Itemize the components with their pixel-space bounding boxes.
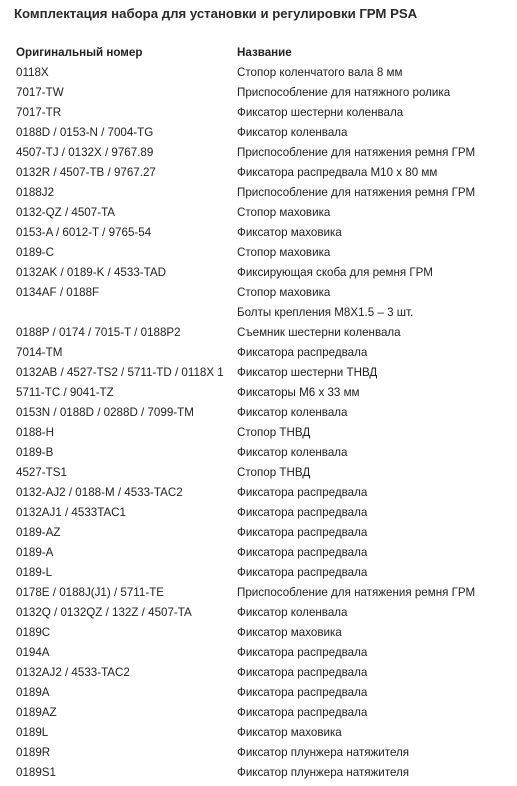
header-row <box>14 42 507 62</box>
part-name-cell: Фиксатор коленвала <box>237 125 348 139</box>
original-number-cell <box>14 302 237 322</box>
table-row <box>14 362 507 382</box>
part-name-cell: Фиксатор шестерни коленвала <box>237 105 404 119</box>
original-number-cell: 0178E / 0188J(J1) / 5711-TE <box>16 585 165 599</box>
table-row <box>14 762 507 782</box>
part-name-cell: Фиксатора распредвала <box>237 525 368 539</box>
part-name-cell: Фиксатор коленвала <box>237 405 348 419</box>
part-name-cell: Стопор маховика <box>237 205 331 219</box>
original-number-cell: 0132AJ2 / 4533-TAC2 <box>16 665 130 679</box>
original-number-cell: 7014-TM <box>16 345 63 359</box>
original-number-cell: 0189-C <box>16 245 55 259</box>
part-name-cell: Фиксатор маховика <box>237 225 342 239</box>
table-row <box>14 282 507 302</box>
part-name-cell: Приспособление для натяжного ролика <box>237 85 451 99</box>
original-number-cell: 0188-H <box>16 425 55 439</box>
part-name-cell: Фиксатора распредвала <box>237 565 368 579</box>
table-row <box>14 482 507 502</box>
table-row <box>14 102 507 122</box>
part-name-cell: Приспособление для натяжения ремня ГРМ <box>237 585 476 599</box>
table-row <box>14 722 507 742</box>
original-number-cell: 7017-TR <box>16 105 62 119</box>
original-number-cell: 0189-B <box>16 445 54 459</box>
original-number-cell: 0188J2 <box>16 185 55 199</box>
part-name-cell: Фиксатор маховика <box>237 725 342 739</box>
original-number-cell: 0189-A <box>16 545 54 559</box>
header-original-number: Оригинальный номер <box>16 45 143 59</box>
original-number-cell: 0188P / 0174 / 7015-T / 0188P2 <box>16 325 181 339</box>
table-row <box>14 542 507 562</box>
table-row <box>14 142 507 162</box>
part-name-cell: Фиксатора распредвала <box>237 665 368 679</box>
table-row <box>14 402 507 422</box>
original-number-cell: 0189C <box>16 625 51 639</box>
original-number-cell: 0188D / 0153-N / 7004-TG <box>16 125 154 139</box>
table-row <box>14 582 507 602</box>
original-number-cell: 0194A <box>16 645 50 659</box>
original-number-cell: 5711-TC / 9041-TZ <box>16 385 114 399</box>
table-row <box>14 202 507 222</box>
original-number-cell: 0189AZ <box>16 705 57 719</box>
table-row <box>14 622 507 642</box>
part-name-cell: Фиксатора распредвала <box>237 645 368 659</box>
part-name-cell: Фиксатор плунжера натяжителя <box>237 745 410 759</box>
table-row <box>14 122 507 142</box>
part-name-cell: Стопор коленчатого вала 8 мм <box>237 65 403 79</box>
part-name-cell: Стопор маховика <box>237 285 331 299</box>
table-row <box>14 242 507 262</box>
table-row <box>14 62 507 82</box>
table-row <box>14 342 507 362</box>
part-name-cell: Стопор ТНВД <box>237 425 311 439</box>
part-name-cell: Фиксатора распредвала <box>237 545 368 559</box>
table-row <box>14 302 507 322</box>
table-row <box>14 322 507 342</box>
original-number-cell: 0189L <box>16 725 49 739</box>
table-row <box>14 222 507 242</box>
part-name-cell: Фиксатора распредвала М10 х 80 мм <box>237 165 438 179</box>
part-name-cell: Съемник шестерни коленвала <box>237 325 401 339</box>
original-number-cell: 0189S1 <box>16 765 56 779</box>
table-row <box>14 82 507 102</box>
original-number-cell: 0189A <box>16 685 50 699</box>
original-number-cell: 0153-A / 6012-T / 9765-54 <box>16 225 152 239</box>
original-number-cell: 0132-QZ / 4507-TA <box>16 205 116 219</box>
part-name-cell: Фиксатор маховика <box>237 625 342 639</box>
part-name-cell: Фиксатора распредвала <box>237 485 368 499</box>
table-row <box>14 682 507 702</box>
original-number-cell: 0118X <box>16 65 49 79</box>
part-name-cell: Фиксатора распредвала <box>237 705 368 719</box>
original-number-cell: 4527-TS1 <box>16 465 67 479</box>
table-row <box>14 642 507 662</box>
table-body <box>14 62 507 782</box>
original-number-cell: 0132AJ1 / 4533TAC1 <box>16 505 126 519</box>
table-row <box>14 602 507 622</box>
original-number-cell: 4507-TJ / 0132X / 9767.89 <box>16 145 154 159</box>
table-row <box>14 662 507 682</box>
original-number-cell: 0132AK / 0189-K / 4533-TAD <box>16 265 166 279</box>
part-name-cell: Фиксаторы М6 х 33 мм <box>237 385 360 399</box>
part-name-cell: Фиксатор шестерни ТНВД <box>237 365 378 379</box>
part-name-cell: Фиксатора распредвала <box>237 685 368 699</box>
table-row <box>14 442 507 462</box>
part-name-cell: Фиксатора распредвала <box>237 505 368 519</box>
table-row <box>14 562 507 582</box>
table-row <box>14 702 507 722</box>
part-name-cell: Стопор маховика <box>237 245 331 259</box>
original-number-cell: 7017-TW <box>16 85 64 99</box>
original-number-cell: 0189-L <box>16 565 53 579</box>
table-row <box>14 262 507 282</box>
original-number-cell: 0132-AJ2 / 0188-M / 4533-TAC2 <box>16 485 183 499</box>
table-row <box>14 182 507 202</box>
parts-table <box>14 42 507 782</box>
original-number-cell: 0132Q / 0132QZ / 132Z / 4507-TA <box>16 605 192 619</box>
original-number-cell: 0134AF / 0188F <box>16 285 100 299</box>
part-name-cell: Фиксирующая скоба для ремня ГРМ <box>237 265 433 279</box>
table-row <box>14 522 507 542</box>
part-name-cell: Приспособление для натяжения ремня ГРМ <box>237 185 476 199</box>
table-row <box>14 462 507 482</box>
original-number-cell: 0132R / 4507-TB / 9767.27 <box>16 165 156 179</box>
part-name-cell: Болты крепления М8Х1.5 – 3 шт. <box>237 305 414 319</box>
original-number-cell: 0189-AZ <box>16 525 61 539</box>
part-name-cell: Фиксатор коленвала <box>237 605 348 619</box>
part-name-cell: Фиксатора распредвала <box>237 345 368 359</box>
original-number-cell: 0153N / 0188D / 0288D / 7099-TM <box>16 405 194 419</box>
page-title: Комплектация набора для установки и регулировки ГРМ PSA <box>14 6 418 21</box>
part-name-cell: Фиксатор коленвала <box>237 445 348 459</box>
table-row <box>14 422 507 442</box>
original-number-cell: 0189R <box>16 745 51 759</box>
table-row <box>14 742 507 762</box>
table-header <box>14 42 507 62</box>
table-row <box>14 502 507 522</box>
part-name-cell: Стопор ТНВД <box>237 465 311 479</box>
table-row <box>14 162 507 182</box>
part-name-cell: Фиксатор плунжера натяжителя <box>237 765 410 779</box>
original-number-cell: 0132AB / 4527-TS2 / 5711-TD / 0118X 1 <box>16 365 224 379</box>
table-row <box>14 382 507 402</box>
header-name: Название <box>237 45 292 59</box>
part-name-cell: Приспособление для натяжения ремня ГРМ <box>237 145 476 159</box>
